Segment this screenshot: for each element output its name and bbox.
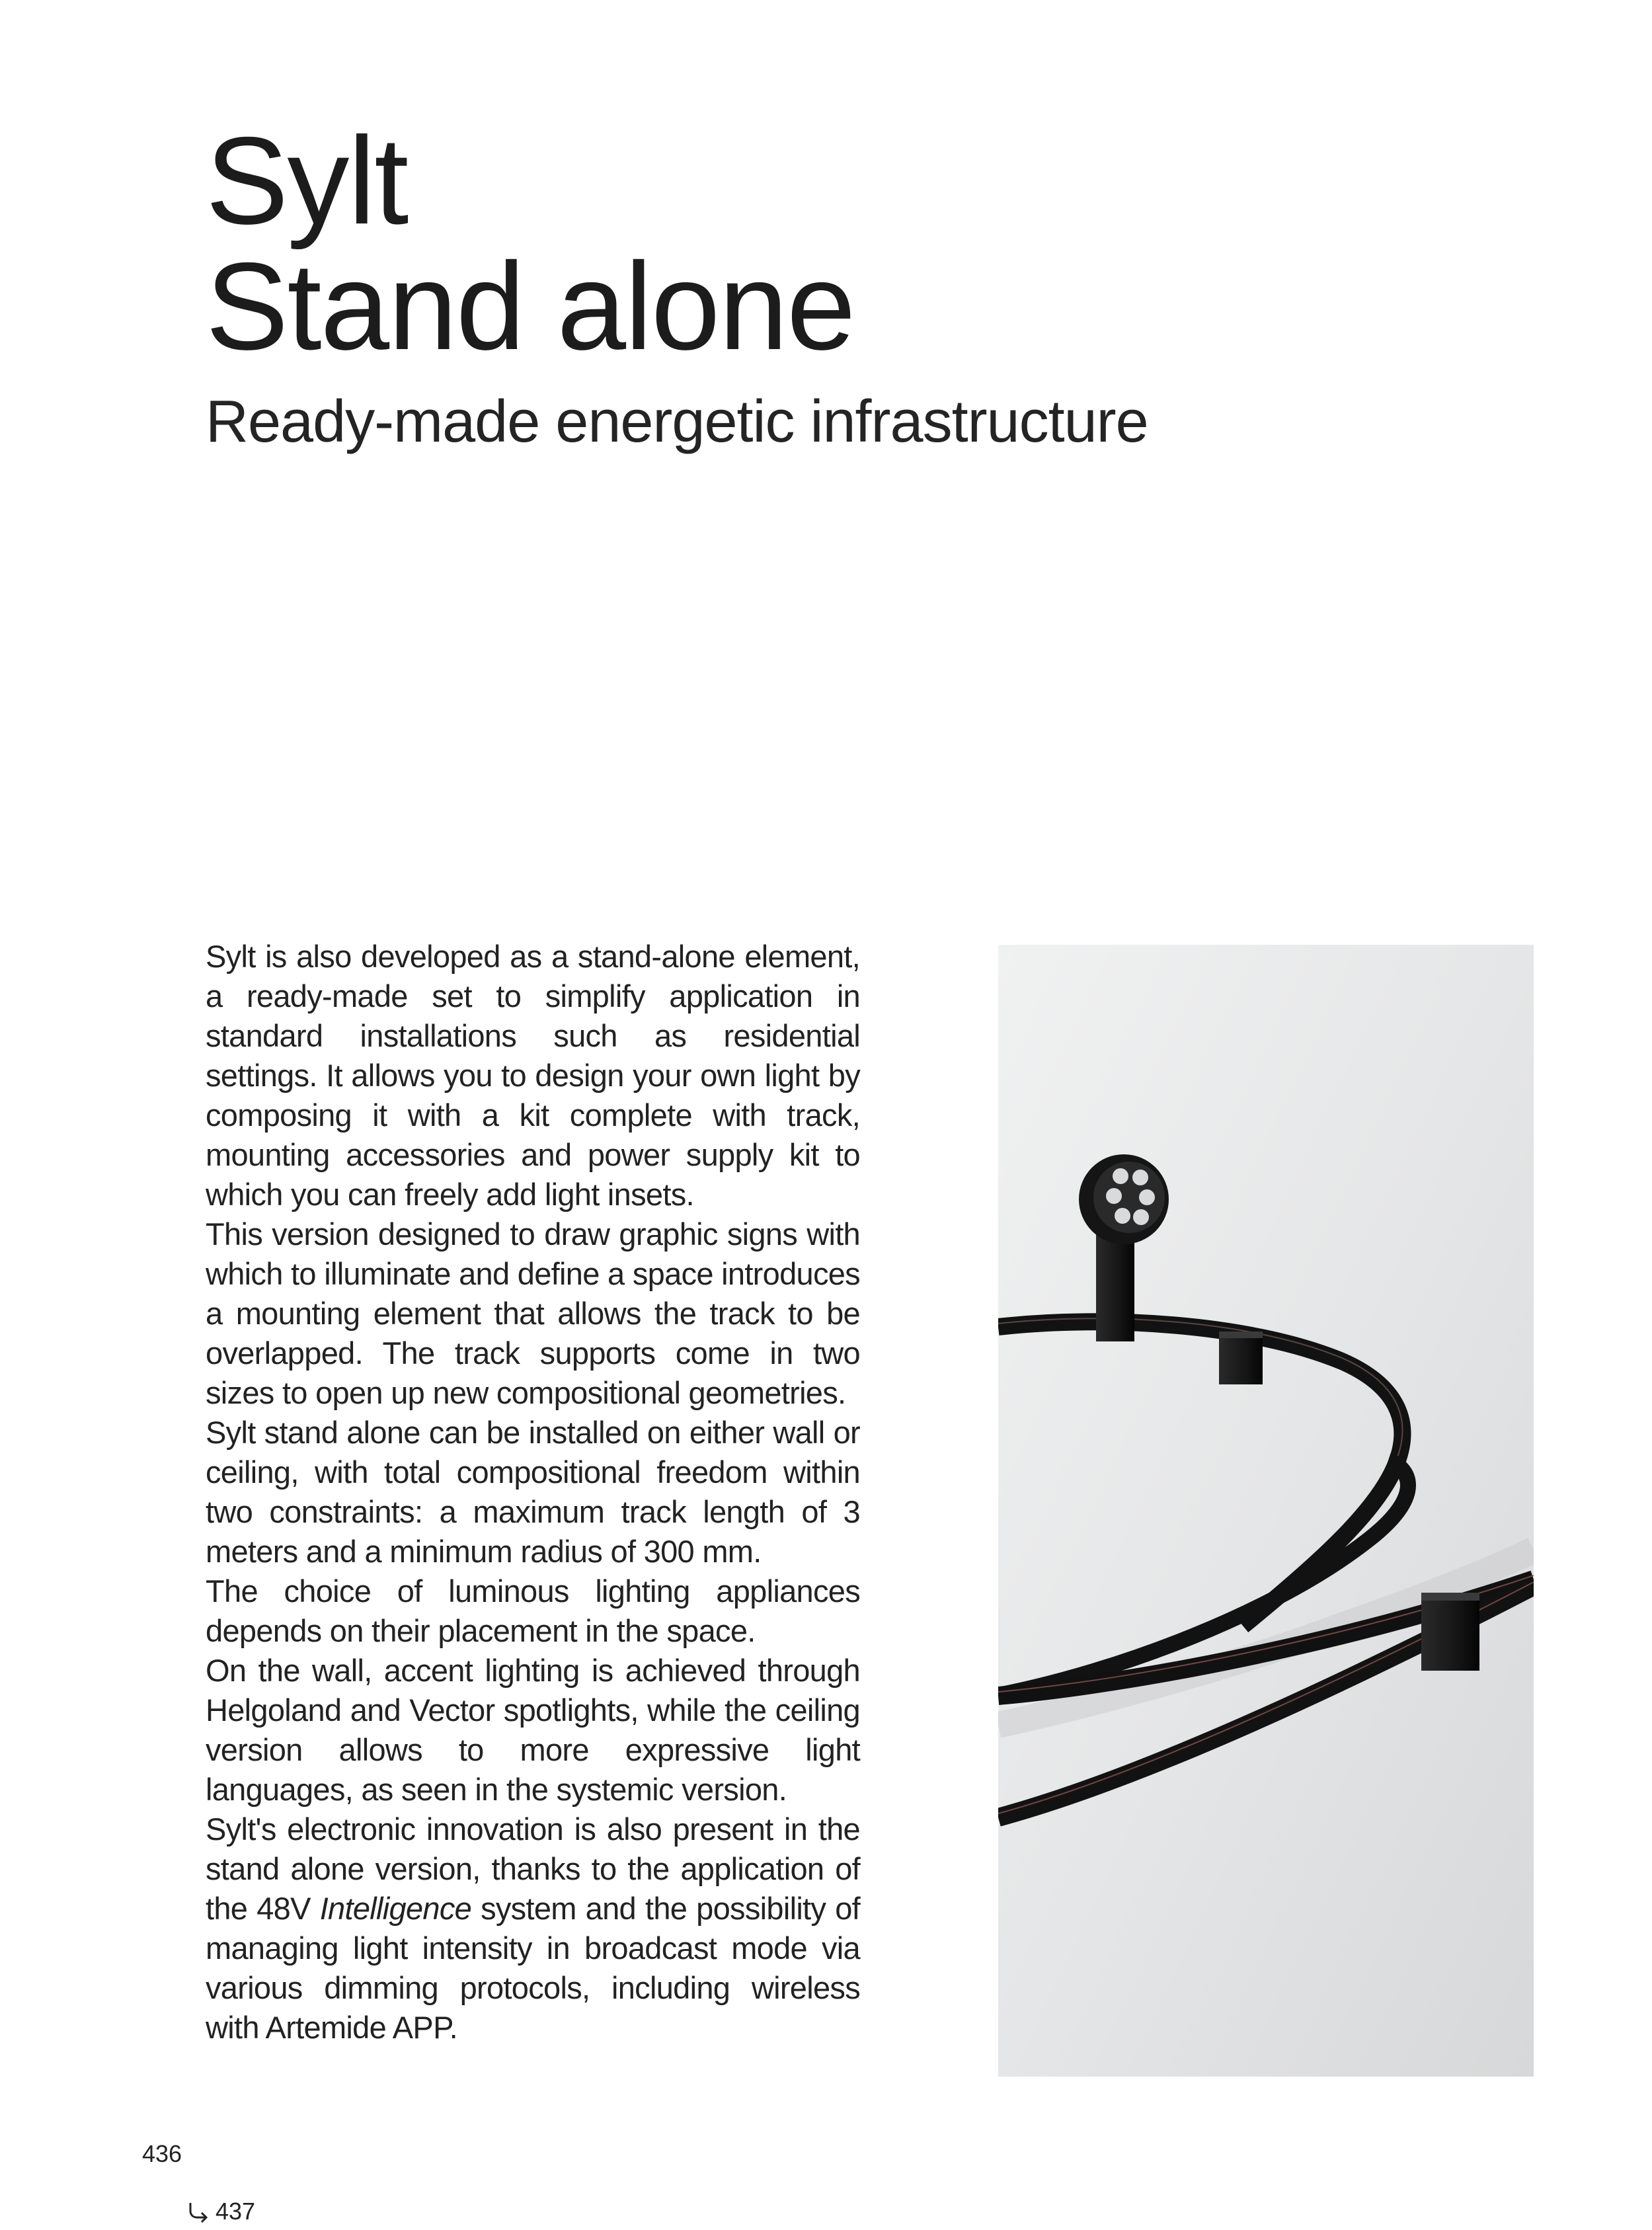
return-arrow-icon	[186, 2200, 209, 2223]
paragraph-electronics	[206, 1810, 860, 2048]
next-page-number: 437	[216, 2198, 256, 2225]
support-block-small	[1219, 1332, 1263, 1384]
paragraph-intro: Sylt is also developed as a stand-alone element, a ready-made set to simplify application in standard installations such as residential settings. It allows you to design your own light by composing it with a kit complete with track, mounting accessories and power supply kit to which you can freely add light insets.	[206, 939, 860, 1212]
electronics-text-end: system and the possibility of managing light intensity in broadcast mode via various dimming protocols, including wireless with Artemide APP.	[206, 1891, 860, 2045]
product-photo	[998, 945, 1534, 2077]
photo-background	[998, 945, 1534, 2077]
title-line-1: Sylt	[206, 111, 408, 250]
paragraph-choice: The choice of luminous lighting appliances depends on their placement in the space.	[206, 1573, 860, 1648]
next-page-link[interactable]	[186, 2198, 255, 2225]
electronics-text-start: Sylt's electronic innovation is also present in the stand alone version, thanks to the application of the 48V	[206, 1812, 860, 1926]
paragraph-version: This version designed to draw graphic signs with which to illuminate and define a space introduces a mounting element that allows the track to be overlapped. The track supports come in two sizes to open up new compositional geometries.	[206, 1216, 860, 1410]
intelligence-term: Intelligence	[319, 1891, 472, 1926]
support-block-large	[1421, 1593, 1479, 1671]
track-illustration	[998, 945, 1534, 2077]
paragraph-wall-ceiling: On the wall, accent lighting is achieved through Helgoland and Vector spotlights, while the ceiling version allows to more expressive light languages, as seen in the systemic version.	[206, 1653, 860, 1807]
page-number: 436	[142, 2140, 182, 2167]
page-subtitle: Ready-made energetic infrastructure	[206, 389, 1148, 455]
page-title	[206, 111, 1528, 376]
body-text	[206, 937, 860, 2048]
title-line-2: Stand alone	[206, 237, 855, 376]
paragraph-installation: Sylt stand alone can be installed on either wall or ceiling, with total compositional freedom within two constraints: a maximum track length of 3 meters and a minimum radius of 300 mm.	[206, 1415, 860, 1569]
